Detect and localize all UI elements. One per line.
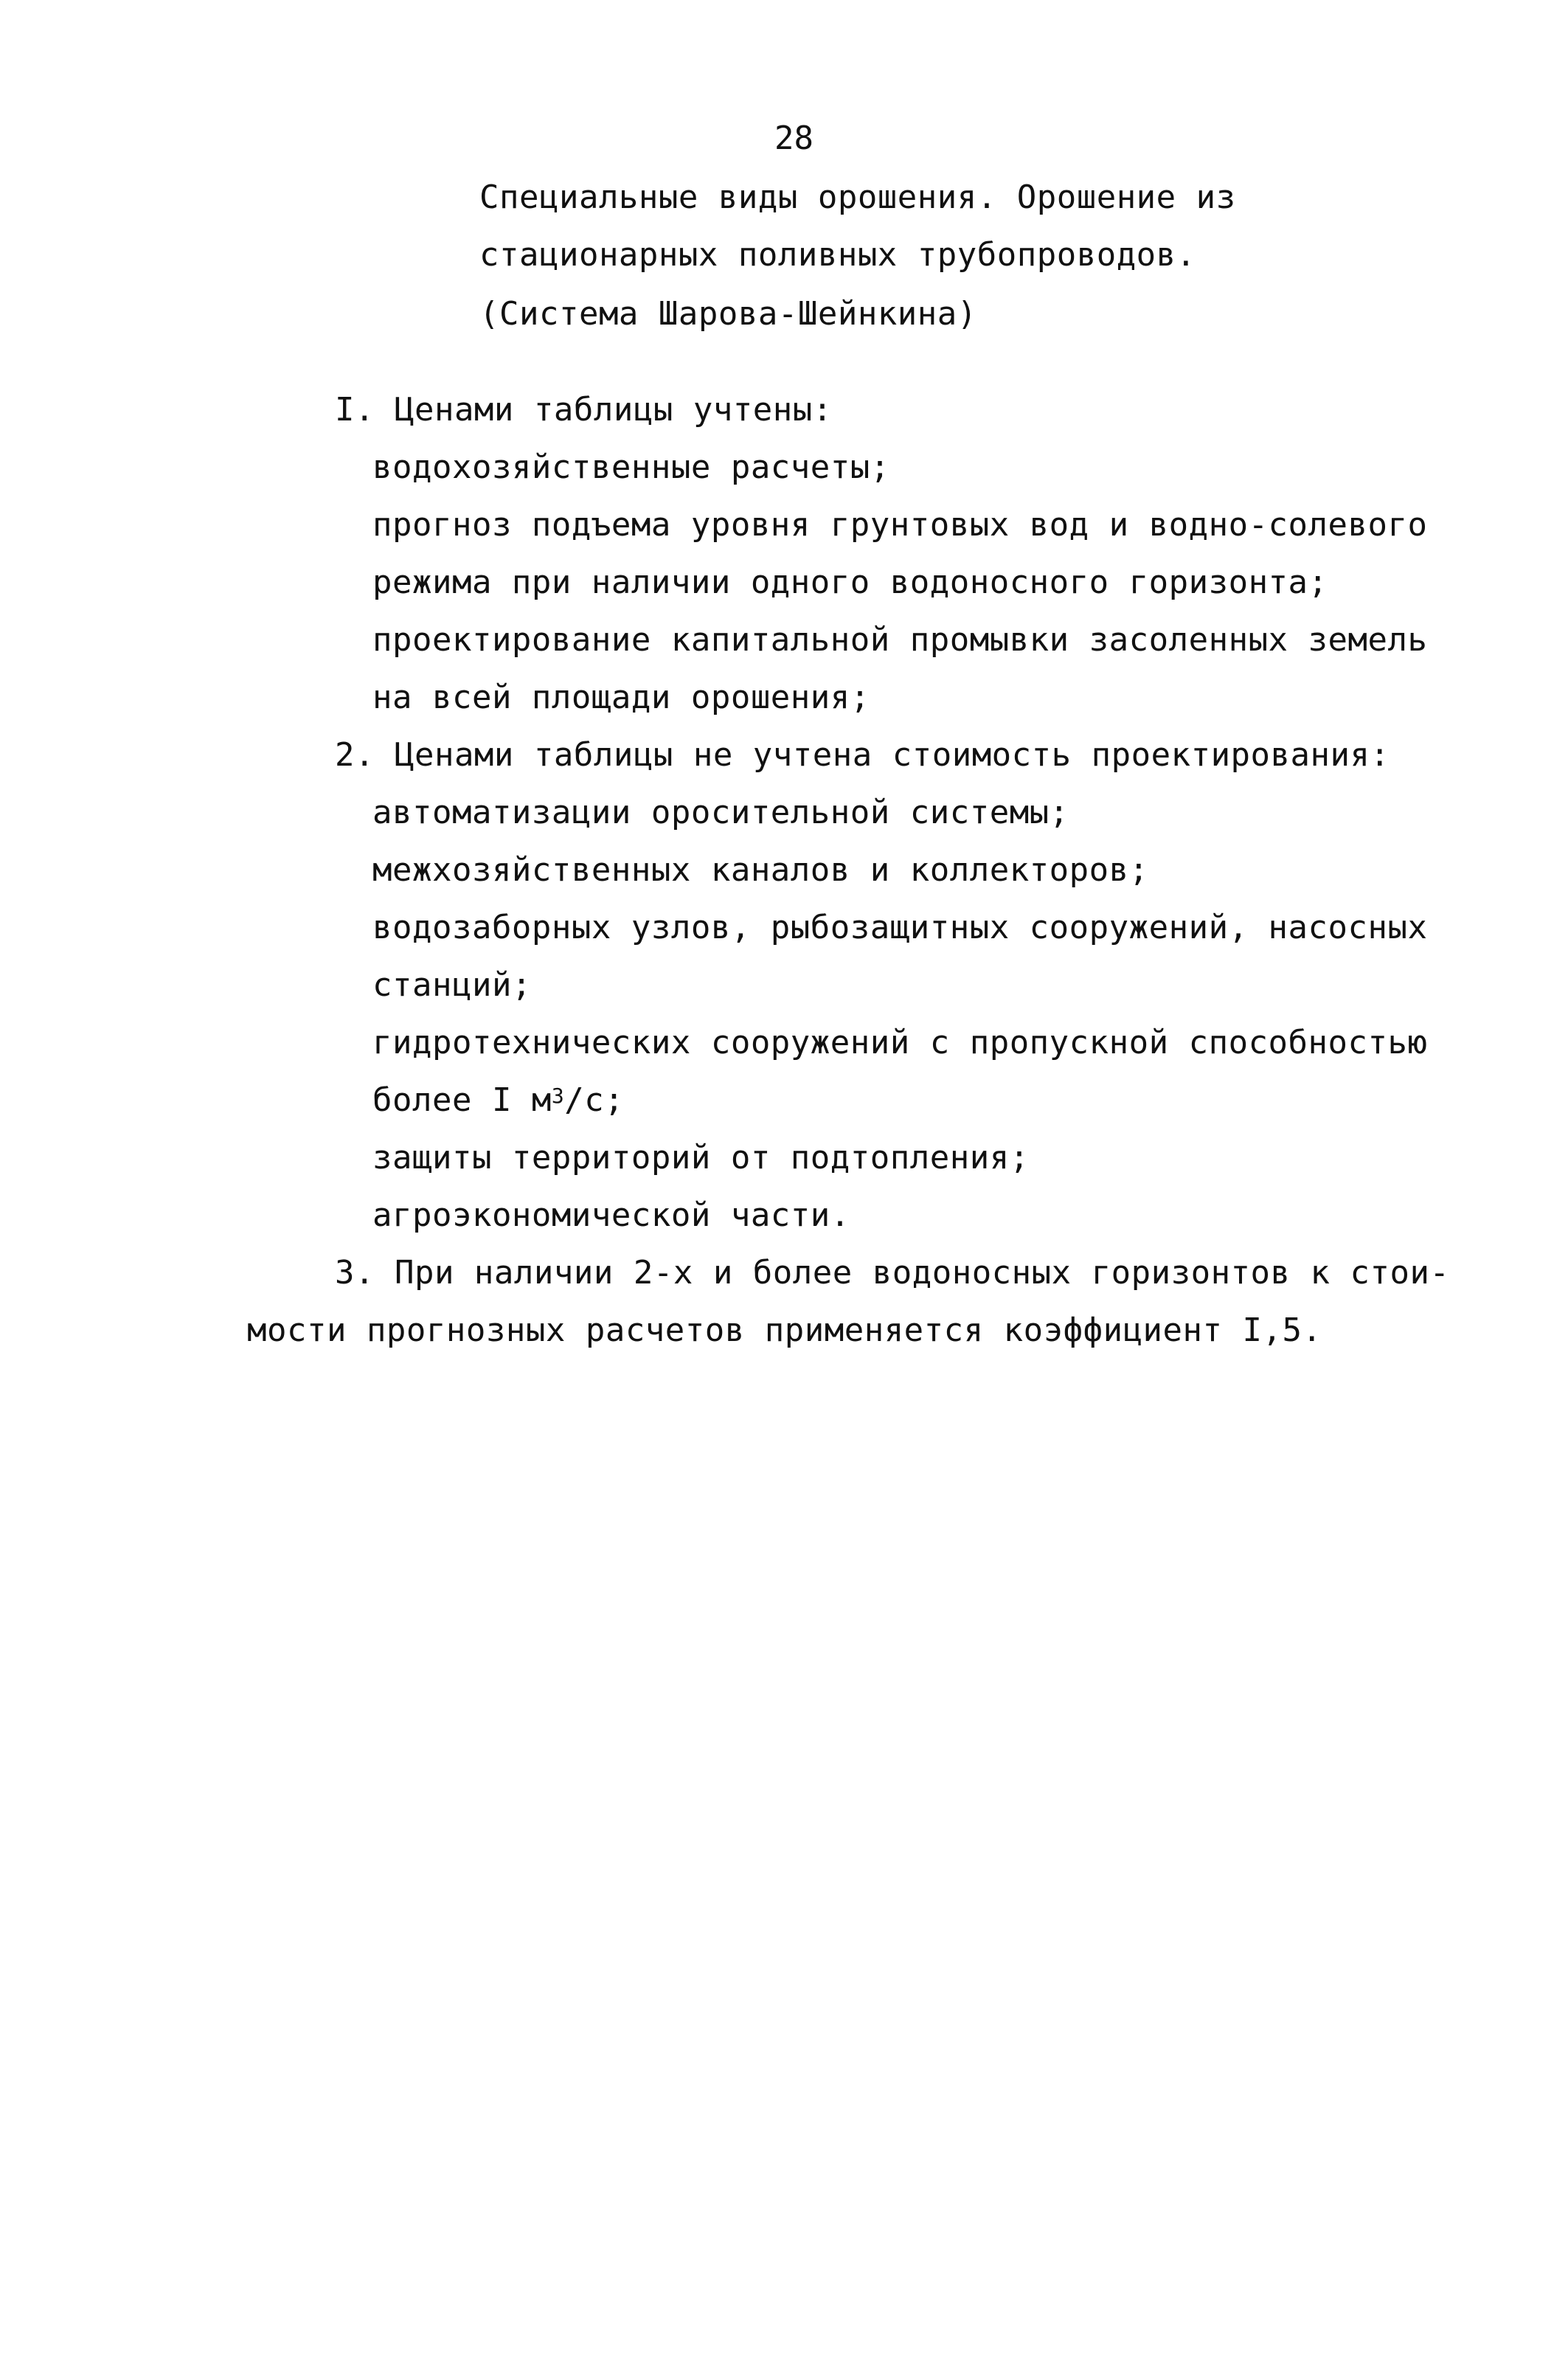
section-1-item-3-line-1: проектирование капитальной промывки засоленных земель bbox=[372, 621, 1428, 659]
section-3-line-1: 3. При наличии 2-х и более водоносных горизонтов к стои- bbox=[335, 1254, 1450, 1292]
section-2-item-3-line-1: водозаборных узлов, рыбозащитных сооружений, насосных bbox=[372, 909, 1428, 946]
section-2-item-1: автоматизации оросительной системы; bbox=[372, 794, 1069, 831]
section-3-line-2: мости прогнозных расчетов применяется коэффициент I,5. bbox=[247, 1311, 1322, 1349]
section-2-item-2: межхозяйственных каналов и коллекторов; bbox=[372, 851, 1149, 889]
section-2-item-4-line-2 bbox=[372, 1080, 624, 1121]
section-1-item-3-line-2: на всей площади орошения; bbox=[372, 679, 870, 716]
section-2-item-6: агроэкономической части. bbox=[372, 1196, 850, 1234]
section-2-intro: 2. Ценами таблицы не учтена стоимость проектирования: bbox=[335, 736, 1390, 774]
section-1-item-2-line-2: режима при наличии одного водоносного горизонта; bbox=[372, 564, 1328, 601]
section-2-item-3-line-2: станций; bbox=[372, 966, 532, 1004]
section-2-item-4-line-1: гидротехнических сооружений с пропускной способностью bbox=[372, 1024, 1428, 1061]
heading-line-3: (Система Шарова-Шейнкина) bbox=[479, 295, 977, 333]
section-1-item-1: водохозяйственные расчеты; bbox=[372, 448, 890, 486]
section-2-item-4-prefix: более I м bbox=[372, 1081, 552, 1119]
superscript-exponent: 3 bbox=[551, 1084, 565, 1108]
section-1-intro: I. Ценами таблицы учтены: bbox=[335, 391, 833, 429]
heading-line-2: стационарных поливных трубопроводов. bbox=[479, 236, 1196, 274]
section-2-item-4-suffix: /с; bbox=[564, 1081, 625, 1119]
page-number: 28 bbox=[774, 119, 814, 157]
heading-line-1: Специальные виды орошения. Орошение из bbox=[479, 179, 1236, 216]
section-2-item-5: защиты территорий от подтопления; bbox=[372, 1139, 1030, 1176]
section-1-item-2-line-1: прогноз подъема уровня грунтовых вод и водно-солевого bbox=[372, 506, 1428, 544]
